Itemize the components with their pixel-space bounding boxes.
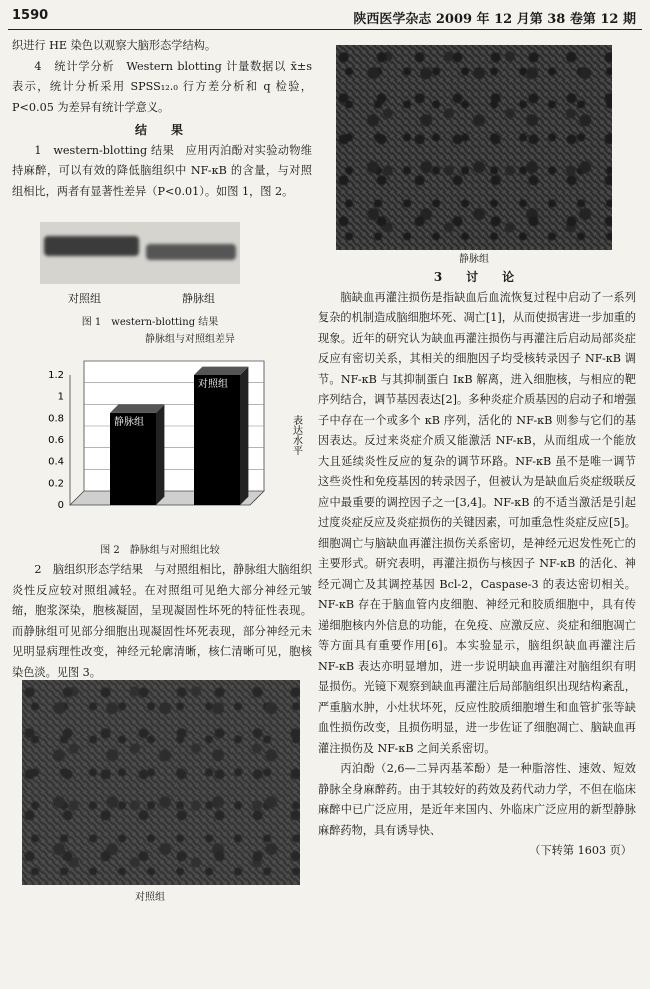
- paragraph: 脑缺血再灌注损伤是指缺血后血流恢复过程中启动了一系列复杂的机制造成脑细胞坏死、凋亡[1]，从而使损害进一步加重的现象。近年的研究认为缺血再灌注损伤与再灌注后启动局部炎症反应有密切关系，其相关的细胞因子均受核转录因子 NF-κB 调节。NF-κB 与其抑制蛋白 IκB 解离，进入细胞核，与相应的靶序列结合，调节基因表达[2]。多种炎症介质基因的启动子和增强子中存在一个或多个 κB 序列，活化的 NF-κB 则参与它们的基因表达。反过来炎症介质又能激活 NF-κB，从而组成一个能放大且延续炎性反应的复杂的调节环路。NF-κB 虽不是唯一调节这些炎性和免疫基因的转录因子，但被认为是缺血后炎症级联反应中最重要的调控因子之一[3,4]。NF-κB 的不适当激活是引起过度炎症反应及炎症损伤的关键因素，可加重急性炎症反应[5]。细胞凋亡与脑缺血再灌注损伤关系密切，是神经元迟发性死亡的主要形式。研究表明，再灌注损伤与核因子 NF-κB 的活化、神经元凋亡及其调控基因 Bcl-2，Caspase-3 的表达密切相关。NF-κB 存在于脑血管内皮细胞、神经元和胶质细胞中，具有传递细胞核内外信息的功能，在免疫、应激反应、炎症和细胞凋亡等方面具有重要作用[6]。本实验显示，脑组织缺血再灌注后 NF-κB 表达亦明显增加，进一步说明缺血再灌注对脑组织有明显损伤。光镜下观察到缺血再灌注后局部脑组织出现结构紊乱，严重脑水肿，小灶状坏死，反应性胶质细胞增生和血管扩张等缺血性损伤改变，且损伤明显，进一步佐证了细胞凋亡、脑缺血再灌注损伤及 NF-κB 之间关系密切。: [318, 290, 636, 755]
- blot-band: [146, 244, 236, 260]
- paragraph: 织进行 HE 染色以观察大脑形态学结构。: [12, 39, 217, 52]
- blot-band: [44, 236, 139, 256]
- right-column: [318, 267, 636, 862]
- bar-chart: [36, 345, 316, 540]
- y-tick-label: 0.8: [48, 413, 64, 425]
- section-heading: 3 讨 论: [433, 270, 521, 284]
- micrograph-control: [22, 680, 300, 885]
- y-tick-label: 0.6: [48, 435, 64, 446]
- micrograph-label: 静脉组: [459, 254, 489, 265]
- micrograph-texture: [22, 680, 300, 885]
- western-blot-image: [40, 222, 240, 284]
- paragraph: 1 western-blotting 结果 应用丙泊酚对实验动物维持麻醉，可以有效的降低脑组织中 NF-κB 的含量，与对照组相比，两者有显著性差异（P<0.01）。如图 1，图 2。: [12, 143, 312, 198]
- figure-caption: 图 1 western-blotting 结果: [81, 317, 219, 328]
- blot-label-right: 静脉组: [182, 292, 215, 305]
- blot-label-left: 对照组: [68, 292, 101, 305]
- y-tick-label: 0.4: [48, 456, 64, 468]
- header-rule: [8, 29, 642, 30]
- y-tick-label: 0: [57, 500, 64, 511]
- micrograph-label: 对照组: [135, 892, 165, 903]
- figure-caption: 图 2 静脉组与对照组比较: [100, 545, 220, 556]
- paragraph: 2 脑组织形态学结果 与对照组相比，静脉组大脑组织炎性反应较对照组减轻。在对照组可见绝大部分神经元皱缩，胞浆深染，胞核凝固，呈现凝固性坏死的特征性表现。而静脉组可见部分细胞出现凝固性坏死表现，部分神经元未见明显病理性改变，神经元轮廓清晰，核仁清晰可见，胞核染色淡。见图 3。: [12, 563, 312, 679]
- paragraph: 4 统计学分析 Western blotting 计量数据以 x̄±s 表示，统计分析采用 SPSS₁₂.₀ 行方差分析和 q 检验，P<0.05 为差异有统计学意义。: [12, 59, 312, 114]
- chart-title: 静脉组与对照组差异: [145, 334, 235, 345]
- bar-side: [240, 367, 248, 505]
- y-axis-label: 表达水平: [290, 415, 302, 455]
- y-tick-label: 0.2: [48, 478, 64, 490]
- section-heading: 结 果: [134, 123, 189, 137]
- micrograph-venous: [336, 45, 612, 250]
- bar-top: [194, 367, 248, 375]
- y-tick-label: 1.2: [48, 370, 64, 381]
- y-tick-label: 1: [57, 391, 64, 403]
- bar-top: [110, 405, 164, 413]
- bar-side: [156, 405, 164, 505]
- bar-label: 对照组: [198, 379, 228, 390]
- continued-note: （下转第 1603 页）: [529, 844, 632, 857]
- bar-label: 静脉组: [114, 416, 144, 428]
- micrograph-texture: [336, 45, 612, 250]
- left-column-2: [12, 560, 312, 683]
- page-number: 1590: [12, 8, 49, 23]
- left-column: [12, 36, 312, 202]
- paragraph: 丙泊酚（2,6—二异丙基苯酚）是一种脂溶性、速效、短效静脉全身麻醉药。由于其较好的药效及药代动力学，不但在临床麻醉中已广泛应用，是近年来国内、外临床广泛应用的新型静脉麻醉药物，具有诱导快、: [318, 762, 636, 837]
- bar: [194, 375, 240, 505]
- journal-header: 陕西医学杂志 2009 年 12 月第 38 卷第 12 期: [353, 12, 636, 27]
